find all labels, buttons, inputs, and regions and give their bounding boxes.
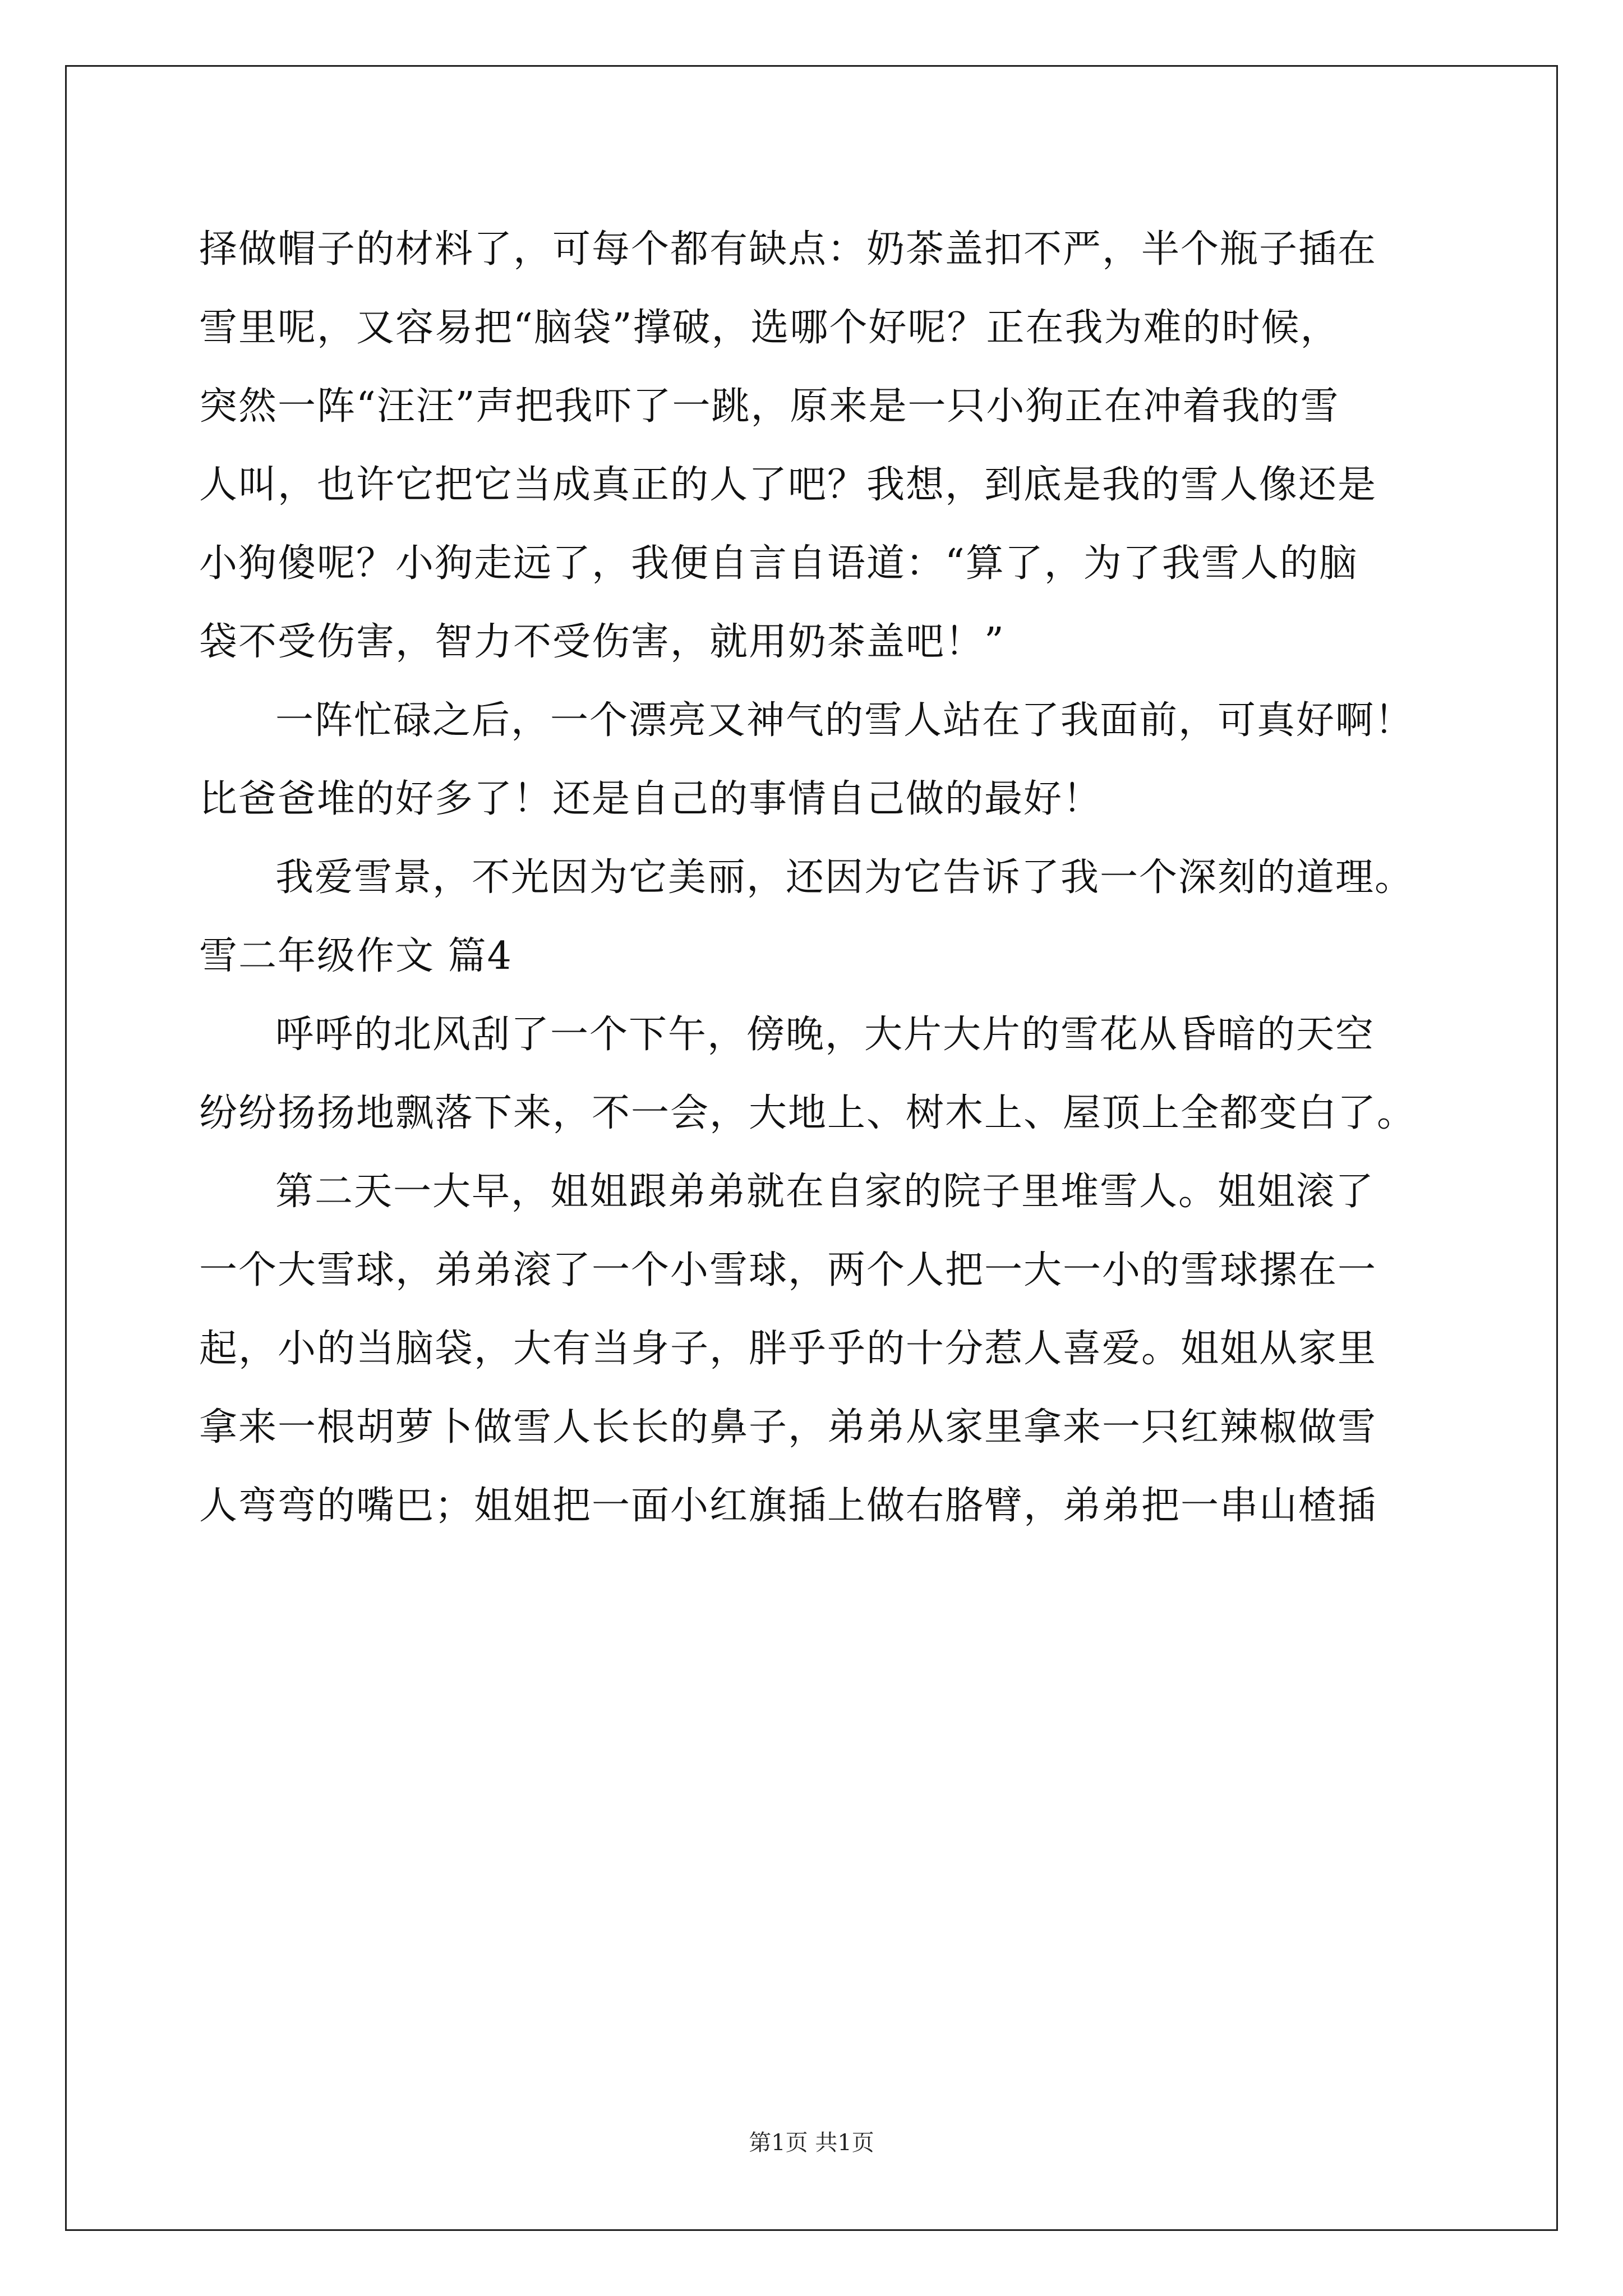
text-line: 雪里呢，又容易把“脑袋”撑破，选哪个好呢？正在我为难的时候，	[199, 306, 1340, 350]
paragraph-first-line: 呼呼的北风刮了一个下午，傍晚，大片大片的雪花从昏暗的天空	[275, 1013, 1375, 1057]
text-line: 突然一阵“汪汪”声把我吓了一跳，原来是一只小狗正在冲着我的雪	[199, 384, 1340, 429]
text-line: 纷纷扬扬地飘落下来，不一会，大地上、树木上、屋顶上全都变白了。	[199, 1091, 1417, 1135]
text-line: 比爸爸堆的好多了！还是自己的事情自己做的最好！	[199, 777, 1103, 821]
text-line: 拿来一根胡萝卜做雪人长长的鼻子，弟弟从家里拿来一只红辣椒做雪	[199, 1405, 1377, 1450]
text-line: 一个大雪球，弟弟滚了一个小雪球，两个人把一大一小的雪球摞在一	[199, 1248, 1377, 1292]
text-line: 起，小的当脑袋，大有当身子，胖乎乎的十分惹人喜爱。姐姐从家里	[199, 1327, 1377, 1371]
section-heading: 雪二年级作文 篇4	[199, 934, 513, 978]
text-line: 人弯弯的嘴巴；姐姐把一面小红旗插上做右胳臂，弟弟把一串山楂插	[199, 1484, 1377, 1528]
paragraph-first-line: 一阵忙碌之后，一个漂亮又神气的雪人站在了我面前，可真好啊！	[275, 698, 1414, 743]
paragraph-first-line: 第二天一大早，姐姐跟弟弟就在自家的院子里堆雪人。姐姐滚了	[275, 1170, 1375, 1214]
text-line: 人叫，也许它把它当成真正的人了吧？我想，到底是我的雪人像还是	[199, 463, 1377, 507]
text-line: 小狗傻呢？小狗走远了，我便自言自语道：“算了，为了我雪人的脑	[199, 541, 1358, 586]
paragraph-first-line: 我爱雪景，不光因为它美丽，还因为它告诉了我一个深刻的道理。	[275, 855, 1414, 900]
page-footer: 第1页 共1页	[749, 2130, 874, 2156]
text-line: 袋不受伤害，智力不受伤害，就用奶茶盖吧！”	[199, 620, 1005, 664]
text-line: 择做帽子的材料了，可每个都有缺点：奶茶盖扣不严，半个瓶子插在	[199, 227, 1377, 272]
